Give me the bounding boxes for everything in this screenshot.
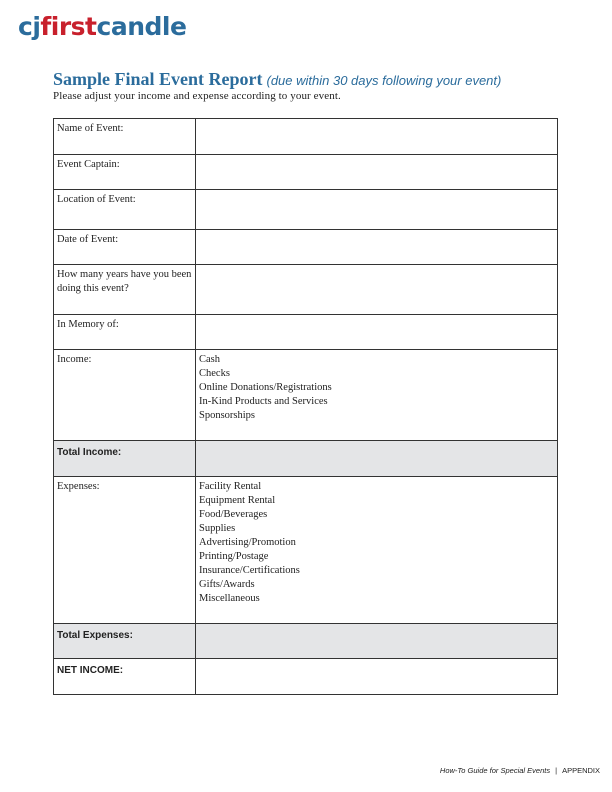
expense-item: Insurance/Certifications bbox=[199, 565, 300, 576]
label-total-expenses: Total Expenses: bbox=[54, 624, 196, 659]
footer-separator: | bbox=[555, 766, 558, 775]
logo-first: first bbox=[40, 12, 97, 41]
label-income: Income: bbox=[54, 350, 196, 441]
expense-item: Facility Rental bbox=[199, 481, 262, 492]
row-income bbox=[54, 350, 558, 441]
row-total-income bbox=[54, 441, 558, 477]
expense-item: Equipment Rental bbox=[199, 495, 276, 506]
row-location bbox=[54, 190, 558, 230]
income-item: In-Kind Products and Services bbox=[199, 396, 328, 407]
field-location[interactable] bbox=[196, 190, 558, 230]
label-net-income: NET INCOME: bbox=[54, 659, 196, 695]
row-event-captain bbox=[54, 155, 558, 190]
expense-items-cell[interactable] bbox=[196, 477, 558, 624]
field-net-income[interactable] bbox=[196, 659, 558, 695]
expense-item: Printing/Postage bbox=[199, 551, 269, 562]
label-name-of-event: Name of Event: bbox=[54, 119, 196, 155]
label-expenses: Expenses: bbox=[54, 477, 196, 624]
field-total-expenses[interactable] bbox=[196, 624, 558, 659]
expense-item: Supplies bbox=[199, 523, 236, 534]
row-net-income bbox=[54, 659, 558, 695]
field-years[interactable] bbox=[196, 265, 558, 315]
income-item: Checks bbox=[199, 368, 230, 379]
row-years bbox=[54, 265, 558, 315]
instructions-text: Please adjust your income and expense according to your event. bbox=[53, 90, 341, 102]
title-line bbox=[53, 69, 501, 90]
expense-item: Miscellaneous bbox=[199, 593, 260, 604]
row-date bbox=[54, 230, 558, 265]
income-item: Sponsorships bbox=[199, 410, 256, 421]
page-title: Sample Final Event Report bbox=[53, 69, 263, 89]
expense-item: Gifts/Awards bbox=[199, 579, 255, 590]
event-report-table bbox=[53, 118, 558, 695]
page-footer bbox=[440, 766, 600, 775]
field-date[interactable] bbox=[196, 230, 558, 265]
income-item: Online Donations/Registrations bbox=[199, 382, 332, 393]
cjfirstcandle-logo bbox=[18, 12, 186, 41]
footer-section: APPENDIX bbox=[562, 766, 600, 775]
label-location: Location of Event: bbox=[54, 190, 196, 230]
label-years: How many years have you been doing this event? bbox=[54, 265, 196, 315]
logo-cj: cj bbox=[18, 12, 41, 41]
footer-guide-title: How-To Guide for Special Events bbox=[439, 766, 551, 775]
field-event-captain[interactable] bbox=[196, 155, 558, 190]
field-in-memory[interactable] bbox=[196, 315, 558, 350]
row-expenses bbox=[54, 477, 558, 624]
page-subtitle: (due within 30 days following your event) bbox=[266, 73, 502, 88]
income-items-cell[interactable] bbox=[196, 350, 558, 441]
row-total-expenses bbox=[54, 624, 558, 659]
row-in-memory bbox=[54, 315, 558, 350]
label-event-captain: Event Captain: bbox=[54, 155, 196, 190]
label-date: Date of Event: bbox=[54, 230, 196, 265]
income-item: Cash bbox=[199, 354, 220, 365]
logo-candle: candle bbox=[96, 12, 187, 41]
field-total-income[interactable] bbox=[196, 441, 558, 477]
label-total-income: Total Income: bbox=[54, 441, 196, 477]
row-name-of-event bbox=[54, 119, 558, 155]
expense-item: Advertising/Promotion bbox=[199, 537, 296, 548]
expense-item: Food/Beverages bbox=[199, 509, 268, 520]
label-in-memory: In Memory of: bbox=[54, 315, 196, 350]
field-name-of-event[interactable] bbox=[196, 119, 558, 155]
